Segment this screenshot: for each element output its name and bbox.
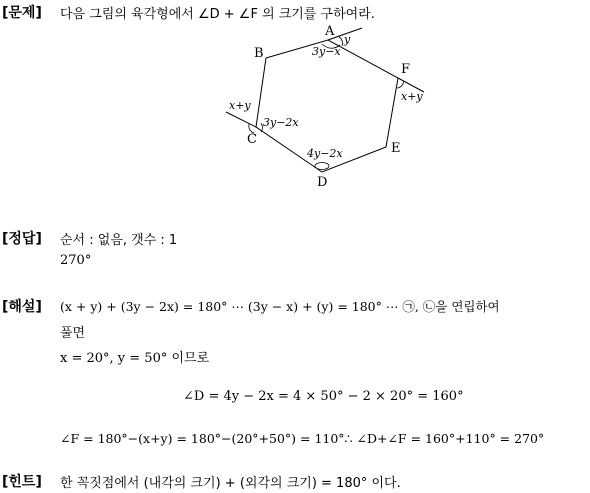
answer-tag: [정답] [2,231,42,247]
answer-line2: 270° [60,253,92,268]
problem-text: 다음 그림의 육각형에서 ∠D + ∠F 의 크기를 구하여라. [60,7,375,22]
hint-tag: [힌트] [2,474,42,490]
angle-arc-F [397,81,404,88]
solution-line1: (x + y) + (3y − 2x) = 180° ⋯ (3y − x) + (y) = 180° ⋯ ㉠, ㉡을 연립하여 [60,299,500,314]
solution-tag: [해설] [2,299,42,315]
angle-label-C-ext: x+y [229,99,251,112]
angle-label-F-ext: x+y [401,90,423,103]
answer-line1: 순서 : 없음, 갯수 : 1 [60,233,178,248]
vertex-label-E: E [391,141,401,156]
angle-label-A-int: 3y−x [312,45,341,58]
hint-text: 한 꼭짓점에서 (내각의 크기) + (외각의 크기) = 180° 이다. [60,476,401,491]
hexagon-figure [0,0,590,200]
solution-line5: ∠F = 180°−(x+y) = 180°−(20°+50°) = 110°∴ ∠D+∠F = 160°+110° = 270° [60,431,545,446]
angle-label-D-int: 4y−2x [307,147,343,160]
solution-line2: 풀면 [60,326,86,341]
vertex-label-D: D [317,175,328,190]
angle-arc-D [315,163,329,170]
vertex-label-B: B [254,46,264,61]
vertex-label-C: C [247,132,257,147]
vertex-label-F: F [401,62,411,77]
angle-label-C-int: 3y−2x [263,116,299,129]
vertex-label-A: A [325,24,335,39]
solution-line3: x = 20°, y = 50° 이므로 [60,351,210,366]
problem-tag: [문제] [2,5,42,21]
solution-line4: ∠D = 4y − 2x = 4 × 50° − 2 × 20° = 160° [183,389,464,404]
angle-label-A-ext: y [344,33,351,46]
extension-line-C [226,112,256,127]
